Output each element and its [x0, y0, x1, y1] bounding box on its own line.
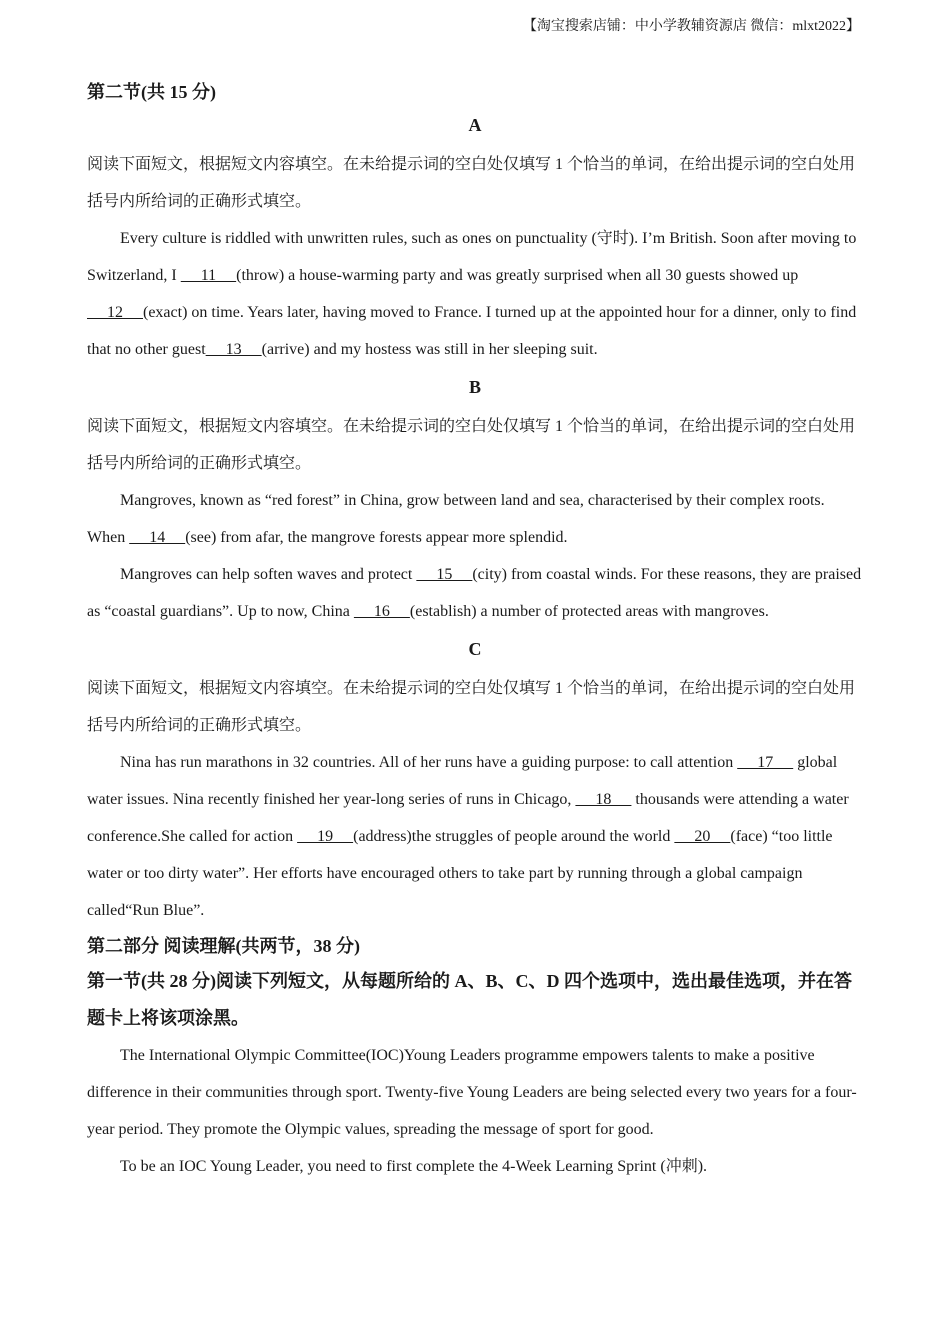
part-2-title: 第二部分 阅读理解(共两节，38 分) — [87, 936, 360, 956]
passage-c-label: C — [468, 639, 482, 659]
blank-11[interactable]: 11 — [180, 267, 237, 284]
instruction-c: 阅读下面短文，根据短文内容填空。在未给提示词的空白处仅填写 1 个恰当的单词，在给出提示词的空白处用括号内所给词的正确形式填空。 — [87, 680, 856, 734]
passage-c-text: Nina has run marathons in 32 countries. All of her runs have a guiding purpose: to call attention 17 global water issues. Nina recently finished her year-long series of runs in Chicago, 18 thousands were attending a water conference.She called for action 19 (address)the struggles of people around the world 20 (face) “too little water or too dirty water”. Her efforts have encouraged others to take part by running through a global campaign called“Run Blue”. — [87, 754, 849, 919]
part-2-section-1-instruction: 第一节(共 28 分)阅读下列短文，从每题所给的 A、B、C、D 四个选项中，选出最佳选项，并在答题卡上将该项涂黑。 — [87, 971, 852, 1028]
document-body — [87, 78, 863, 1185]
page-header: 【淘宝搜索店铺：中小学教辅资源店 微信：mlxt2022】 — [522, 19, 860, 34]
blank-15[interactable]: 15 — [416, 566, 473, 583]
instruction-b: 阅读下面短文，根据短文内容填空。在未给提示词的空白处仅填写 1 个恰当的单词，在给出提示词的空白处用括号内所给词的正确形式填空。 — [87, 418, 856, 472]
ioc-paragraph-1: The International Olympic Committee(IOC)Young Leaders programme empowers talents to make a positive difference in their communities through sport. Twenty-five Young Leaders are being selected every two years for a four-year period. They promote the Olympic values, spreading the message of sport for good. — [87, 1047, 857, 1138]
blank-12[interactable]: 12 — [87, 304, 143, 321]
blank-14[interactable]: 14 — [129, 529, 186, 546]
passage-b-paragraph-2: Mangroves can help soften waves and protect 15 (city) from coastal winds. For these reasons, they are praised as “coastal guardians”. Up to now, China 16 (establish) a number of protected areas with mangroves. — [87, 566, 862, 620]
blank-16[interactable]: 16 — [353, 603, 410, 620]
passage-a-text: Every culture is riddled with unwritten rules, such as ones on punctuality (守时). I’m British. Soon after moving to Switzerland, I 11 (throw) a house-warming party and was greatly surprised when all 30 guests showed up 12 (exact) on time. Years later, having moved to France. I turned up at the appointed hour for a dinner, only to find that no other guest 13 (arrive) and my hostess was still in her sleeping suit. — [87, 230, 857, 358]
passage-b-label: B — [468, 377, 481, 397]
section-title: 第二节(共 15 分) — [87, 82, 216, 102]
blank-19[interactable]: 19 — [297, 828, 354, 845]
blank-17[interactable]: 17 — [737, 754, 794, 771]
passage-a-label: A — [468, 115, 482, 135]
passage-b-paragraph-1: Mangroves, known as “red forest” in China, grow between land and sea, characterised by their complex roots. When 14 (see) from afar, the mangrove forests appear more splendid. — [87, 492, 825, 546]
blank-13[interactable]: 13 — [205, 341, 262, 358]
blank-18[interactable]: 18 — [575, 791, 632, 808]
blank-20[interactable]: 20 — [674, 828, 731, 845]
ioc-paragraph-2: To be an IOC Young Leader, you need to first complete the 4-Week Learning Sprint (冲刺). — [120, 1158, 708, 1175]
instruction-a: 阅读下面短文，根据短文内容填空。在未给提示词的空白处仅填写 1 个恰当的单词，在给出提示词的空白处用括号内所给词的正确形式填空。 — [87, 156, 856, 210]
